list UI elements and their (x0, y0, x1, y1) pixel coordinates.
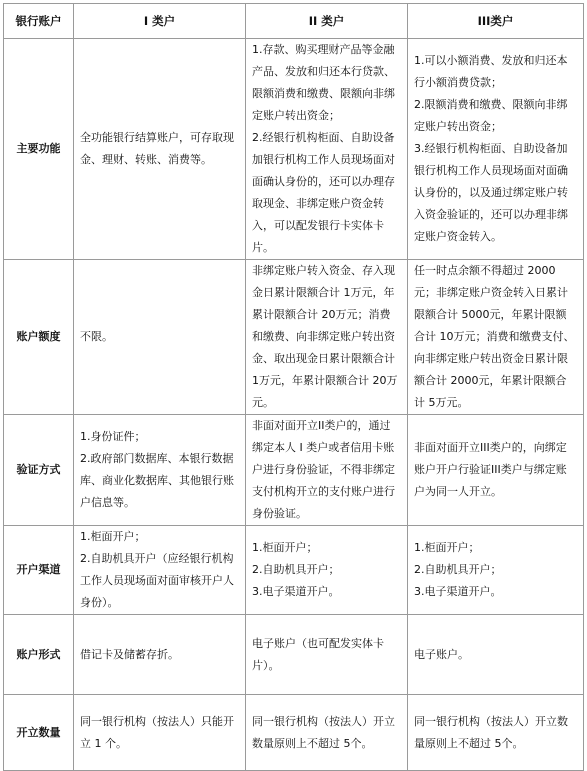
row-label: 验证方式 (4, 415, 74, 526)
cell-line: 1.柜面开户； (80, 530, 146, 543)
cell-line: 同一银行机构（按法人）开立数量原则上不超过 5个。 (252, 714, 395, 750)
cell-line: 2.自助机具开户； (414, 563, 502, 576)
cell-line: 1.柜面开户； (414, 541, 480, 554)
cell-line: 2.经银行机构柜面、自助设备加银行机构工作人员现场面对面确认身份的，还可以办理存取现金、非绑定账户资金转入，可以配发银行卡实体卡片。 (252, 131, 395, 254)
cell-type-1 (74, 695, 246, 771)
cell-type-3 (408, 39, 584, 260)
header-type-3: III类户 (408, 4, 584, 39)
table-row-channels (4, 526, 584, 615)
table-row-account-limit (4, 260, 584, 415)
header-row (4, 4, 584, 39)
cell-type-1 (74, 260, 246, 415)
cell-line: 2.限额消费和缴费、限额向非绑定账户转出资金； (414, 98, 568, 133)
cell-line: 非绑定账户转入资金、存入现金日累计限额合计 1万元，年累计限额合计 20万元；消费和缴费、向非绑定账户转出资金、取出现金日累计限额合计 1万元，年累计限额合计 20万元。 (252, 264, 398, 409)
cell-line: 2.政府部门数据库、本银行数据库、商业化数据库、其他银行账户信息等。 (80, 452, 234, 509)
cell-line: 1.可以小额消费、发放和归还本行小额消费贷款； (414, 54, 568, 89)
header-bank-account: 银行账户 (4, 4, 74, 39)
cell-line: 不限。 (80, 330, 113, 343)
cell-line: 3.电子渠道开户。 (414, 585, 502, 598)
cell-line: 3.经银行机构柜面、自助设备加银行机构工作人员现场面对面确认身份的，以及通过绑定账户转入资金验证的，还可以办理非绑定账户资金转入。 (414, 142, 568, 243)
cell-line: 电子账户。 (414, 647, 469, 661)
cell-line: 同一银行机构（按法人）只能开立 1 个。 (80, 714, 234, 750)
account-comparison-table (3, 3, 584, 771)
cell-type-1 (74, 526, 246, 615)
cell-line: 任一时点余额不得超过 2000元；非绑定账户资金转入日累计限额合计 5000元，年累计限额合计 10万元；消费和缴费支付、向非绑定账户转出资金日累计限额合计 2000元，年累计限额合计 5万元。 (414, 264, 575, 409)
row-label: 开立数量 (4, 695, 74, 771)
cell-line: 2.自助机具开户； (252, 563, 340, 576)
cell-line: 非面对面开立II类户的，通过绑定本人 I 类户或者信用卡账户进行身份验证，不得非绑定支付机构开立的支付账户进行身份验证。 (252, 419, 395, 520)
table-row-verification (4, 415, 584, 526)
cell-line: 电子账户（也可配发实体卡片）。 (252, 636, 384, 672)
cell-type-3 (408, 526, 584, 615)
table-row-main-functions (4, 39, 584, 260)
row-label: 账户额度 (4, 260, 74, 415)
cell-type-2 (246, 526, 408, 615)
cell-type-1 (74, 615, 246, 695)
header-type-1: I 类户 (74, 4, 246, 39)
cell-type-3 (408, 415, 584, 526)
cell-type-3 (408, 260, 584, 415)
cell-line: 同一银行机构（按法人）开立数量原则上不超过 5个。 (414, 714, 568, 750)
row-label: 主要功能 (4, 39, 74, 260)
cell-type-2 (246, 695, 408, 771)
cell-type-3 (408, 615, 584, 695)
cell-line: 借记卡及储蓄存折。 (80, 647, 179, 661)
cell-line: 全功能银行结算账户，可存取现金、理财、转账、消费等。 (80, 131, 234, 166)
header-type-2: II 类户 (246, 4, 408, 39)
table-row-quantity (4, 695, 584, 771)
cell-type-3 (408, 695, 584, 771)
cell-line: 2.自助机具开户（应经银行机构工作人员现场面对面审核开户人身份）。 (80, 552, 234, 609)
cell-line: 1.身份证件； (80, 430, 146, 443)
table-row-account-form (4, 615, 584, 695)
row-label: 账户形式 (4, 615, 74, 695)
cell-type-1 (74, 39, 246, 260)
cell-type-2 (246, 260, 408, 415)
cell-line: 1.柜面开户； (252, 541, 318, 554)
cell-line: 3.电子渠道开户。 (252, 585, 340, 598)
cell-type-2 (246, 415, 408, 526)
cell-type-2 (246, 39, 408, 260)
cell-line: 1.存款、购买理财产品等金融产品、发放和归还本行贷款、限额消费和缴费、限额向非绑定账户转出资金； (252, 43, 395, 122)
cell-type-2 (246, 615, 408, 695)
cell-line: 非面对面开立III类户的，向绑定账户开户行验证III类户与绑定账户为同一人开立。 (414, 441, 567, 498)
row-label: 开户渠道 (4, 526, 74, 615)
cell-type-1 (74, 415, 246, 526)
